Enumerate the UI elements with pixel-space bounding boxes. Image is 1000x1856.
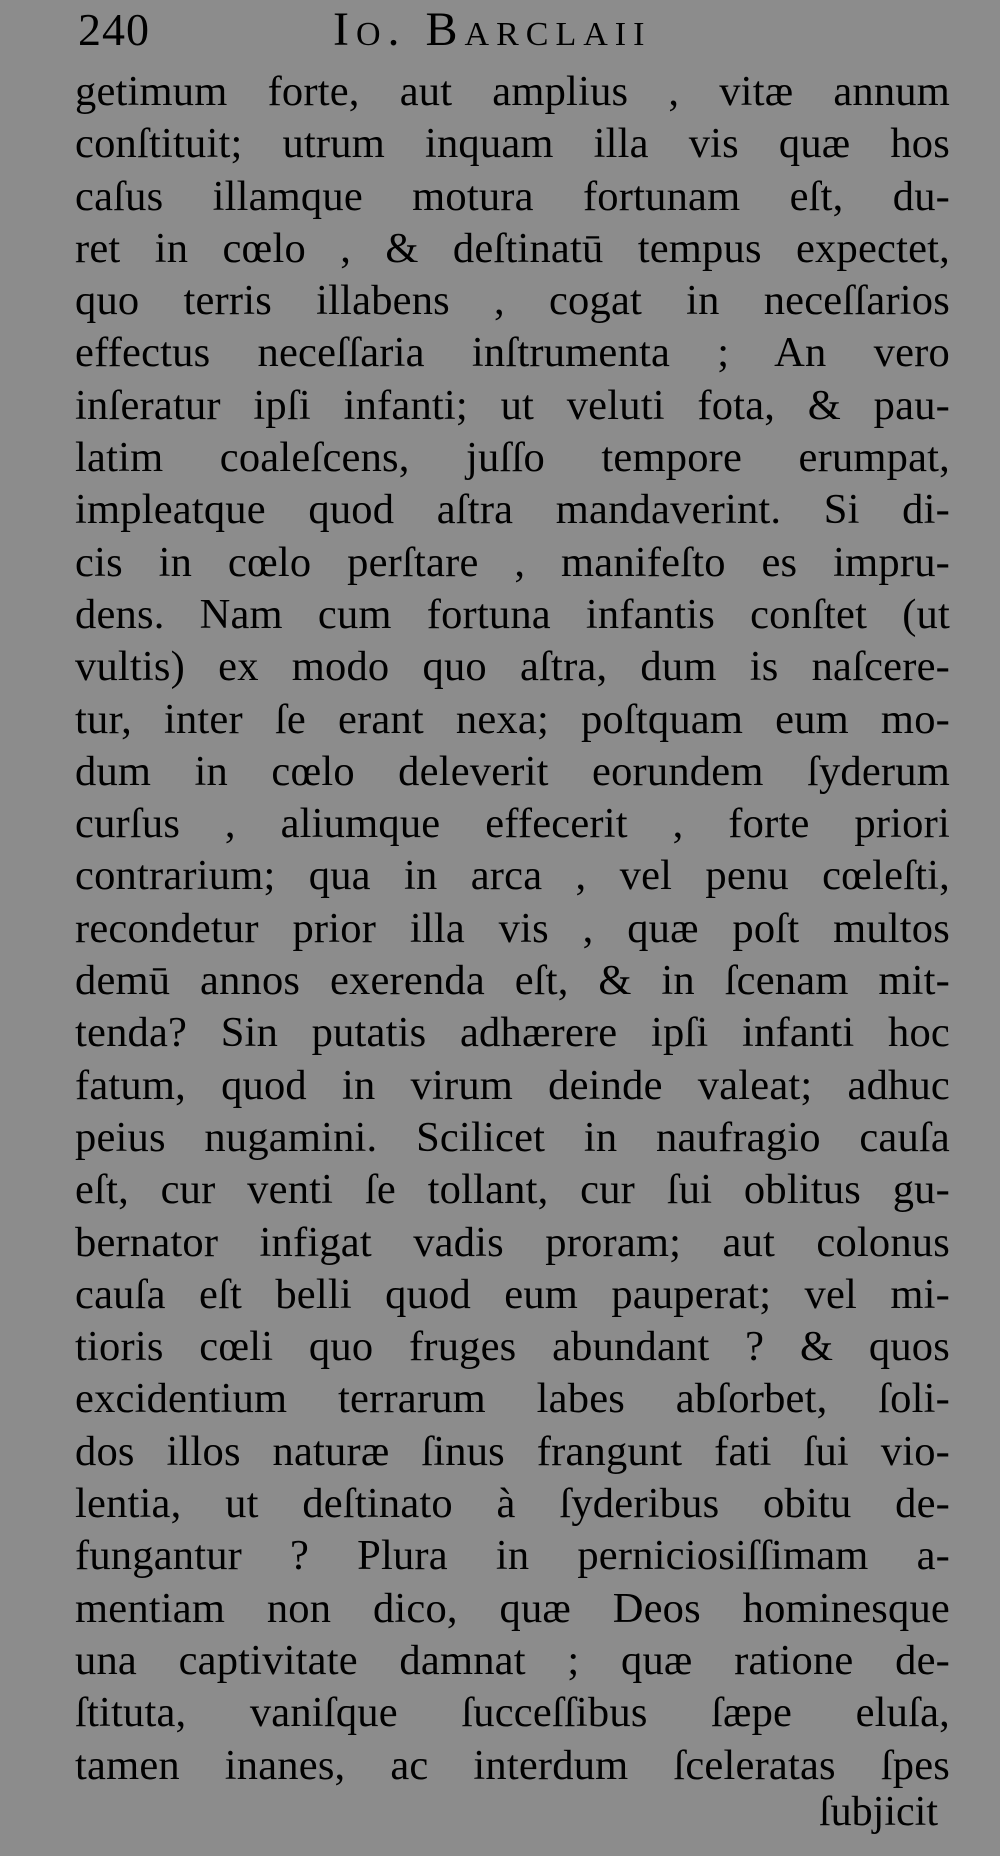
running-head: Io. Barclaii xyxy=(333,3,652,56)
text-line: tenda? Sin putatis adhærere ipſi infanti hoc xyxy=(75,1009,950,1057)
text-line: cauſa eſt belli quod eum pauperat; vel mi- xyxy=(75,1270,950,1318)
text-line: lentia, ut deſtinato à ſyderibus obitu de- xyxy=(75,1480,950,1528)
text-line: tamen inanes, ac interdum ſceleratas ſpes xyxy=(75,1741,950,1789)
text-line: ſtituta, vaniſque ſucceſſibus ſæpe eluſa, xyxy=(75,1689,950,1737)
text-line: eſt, cur venti ſe tollant, cur ſui oblitus gu- xyxy=(75,1166,950,1214)
page-number: 240 xyxy=(78,4,150,55)
text-line: tioris cœli quo fruges abundant ? & quos xyxy=(75,1323,950,1371)
text-line: quo terris illabens , cogat in neceſſarios xyxy=(75,277,950,325)
text-line: tur, inter ſe erant nexa; poſtquam eum mo- xyxy=(75,695,950,743)
text-line: bernator infigat vadis proram; aut colonus xyxy=(75,1218,950,1266)
text-line: mentiam non dico, quæ Deos hominesque xyxy=(75,1584,950,1632)
text-line: caſus illamque motura fortunam eſt, du- xyxy=(75,172,950,220)
text-line: demū annos exerenda eſt, & in ſcenam mit- xyxy=(75,957,950,1005)
text-line: dens. Nam cum fortuna infantis conſtet (ut xyxy=(75,590,950,638)
text-line: fatum, quod in virum deinde valeat; adhuc xyxy=(75,1061,950,1109)
page-header xyxy=(78,0,960,60)
text-line: latim coaleſcens, juſſo tempore erumpat, xyxy=(75,434,950,482)
text-line: contrarium; qua in arca , vel penu cœleſti, xyxy=(75,852,950,900)
text-line: impleatque quod aſtra mandaverint. Si di- xyxy=(75,486,950,534)
text-line: dum in cœlo deleverit eorundem ſyderum xyxy=(75,747,950,795)
text-line: una captivitate damnat ; quæ ratione de- xyxy=(75,1636,950,1684)
text-line: recondetur prior illa vis , quæ poſt multos xyxy=(75,904,950,952)
text-line: effectus neceſſaria inſtrumenta ; An vero xyxy=(75,329,950,377)
text-line: cis in cœlo perſtare , manifeſto es impru- xyxy=(75,538,950,586)
text-line: ret in cœlo , & deſtinatū tempus expectet, xyxy=(75,224,950,272)
text-line: getimum forte, aut amplius , vitæ annum xyxy=(75,68,950,115)
body-text xyxy=(75,66,950,1792)
text-line: vultis) ex modo quo aſtra, dum is naſcere- xyxy=(75,643,950,691)
text-line: inſeratur ipſi infanti; ut veluti fota, & pau- xyxy=(75,381,950,429)
text-line: conſtituit; utrum inquam illa vis quæ hos xyxy=(75,120,950,168)
text-line: excidentium terrarum labes abſorbet, ſoli- xyxy=(75,1375,950,1423)
text-line: curſus , aliumque effecerit , forte priori xyxy=(75,800,950,848)
text-line: peius nugamini. Scilicet in naufragio cauſa xyxy=(75,1113,950,1161)
text-line: dos illos naturæ ſinus frangunt fati ſui vio- xyxy=(75,1427,950,1475)
text-line: fungantur ? Plura in perniciosiſſimam a- xyxy=(75,1532,950,1580)
catchword: ſubjicit xyxy=(819,1789,938,1835)
